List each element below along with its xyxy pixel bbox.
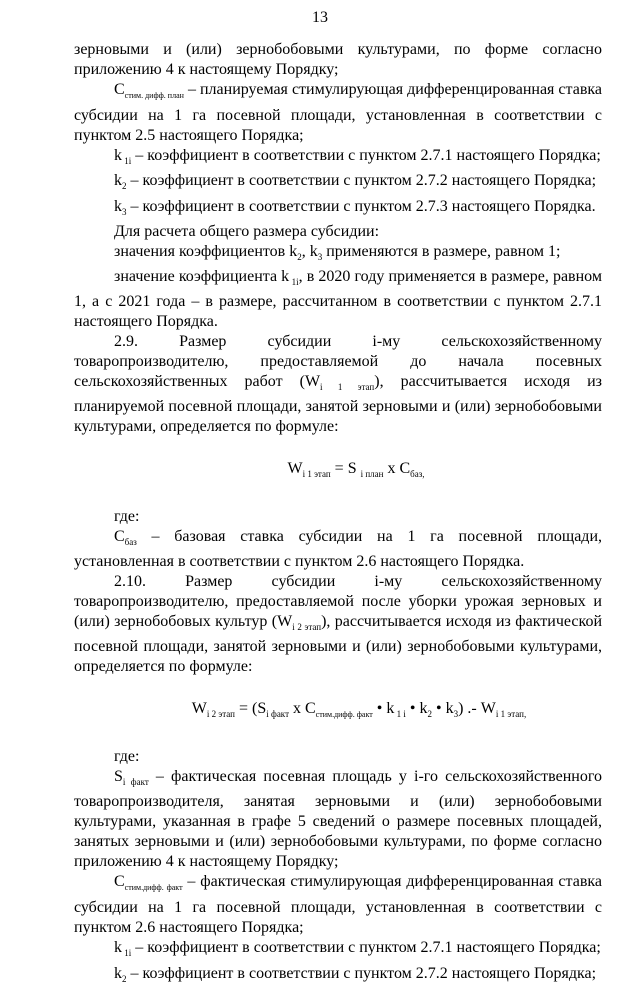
paragraph-continued: зерновыми и (или) зернобобовыми культурами, по форме согласно приложению 4 к настоящему Порядку;: [74, 41, 602, 78]
coef-k1: значение коэффициента k $_{1i}$, в 2020 году применяется в размере, равном 1, а с 2021 года – в размере, рассчитанном в соответствии с пунктом 2.7.1 настоящего Порядка.: [74, 267, 602, 331]
page-number: 13: [312, 9, 328, 26]
definition-c-plan: $С_{стим. дифф. план}$ – планируемая стимулирующая дифференцированная ставка субсидии на 1 га посевной площади, установленная в соответствии с пунктом 2.5 настоящего Порядка;: [74, 81, 603, 145]
where-label: где:: [114, 507, 140, 525]
definition-c-baz: $С_{баз}$ – базовая ставка субсидии на 1 га посевной площади, установленная в соответствии с пунктом 2.6 настоящего Порядка.: [74, 527, 602, 570]
coef-k2-k3: значения коэффициентов $k_2$, $k_3$ применяются в размере, равном 1;: [114, 242, 561, 262]
definition-s-fact: $S_{i факт}$ – фактическая посевная площадь у i-го сельскохозяйственного товаропроизводителя, занятая зерновыми и (или) зернобобовыми культурами, указанная в графе 5 сведений о размере посевных площадей, занятых зерновыми и (или) зернобобовыми культурами, по форме согласно приложению 4 к настоящему Порядку;: [74, 768, 602, 871]
formula-w2: $W_{i 2 этап} = (S_{i факт}$ х $С_{стим.дифф. факт}$ • k $_{1 i}$ • $k_2$ • $k_3$) .- $W_{i 1 этап,}$: [191, 699, 527, 720]
definition-k1: k $_{1i}$ – коэффициент в соответствии с пунктом 2.7.1 настоящего Порядка;: [114, 147, 601, 167]
definition-k2-second: $k_2$ – коэффициент в соответствии с пунктом 2.7.2 настоящего Порядка;: [114, 964, 597, 984]
calc-intro: Для расчета общего размера субсидии:: [114, 222, 380, 240]
definition-k2: $k_2$ – коэффициент в соответствии с пунктом 2.7.2 настоящего Порядка;: [114, 172, 597, 192]
where-label: где:: [114, 748, 140, 766]
definition-k3: $k_3$ – коэффициент в соответствии с пунктом 2.7.3 настоящего Порядка.: [114, 197, 596, 217]
paragraph-2-10: 2.10. Размер субсидии i-му сельскохозяйственному товаропроизводителю, предоставляемой после уборки урожая зерновых и (или) зернобобовых культур $(W_{i 2 этап})$, рассчитывается исходя из фактической посевной площади, занятой зерновыми и (или) зернобобовыми культурами, определяется по формуле:: [74, 572, 603, 675]
formula-w1: $W_{i 1 этап} = S$ $_{i план}$ х $С_{баз,}$: [287, 460, 425, 480]
definition-k1-second: k $_{1i}$ – коэффициент в соответствии с пунктом 2.7.1 настоящего Порядка;: [114, 939, 601, 959]
paragraph-2-9: 2.9. Размер субсидии i-му сельскохозяйственному товаропроизводителю, предоставляемой до начала посевных сельскохозяйственных работ $(W_{i 1 этап})$, рассчитывается исходя из планируемой посевной площади, занятой зерновыми и (или) зернобобовыми культурами, определяется по формуле:: [74, 333, 602, 436]
document-body: [74, 40, 602, 989]
definition-c-fact: $С_{стим.дифф. факт}$ – фактическая стимулирующая дифференцированная ставка субсидии на 1 га посевной площади, установленная в соответствии с пунктом 2.6 настоящего Порядка;: [74, 873, 603, 937]
